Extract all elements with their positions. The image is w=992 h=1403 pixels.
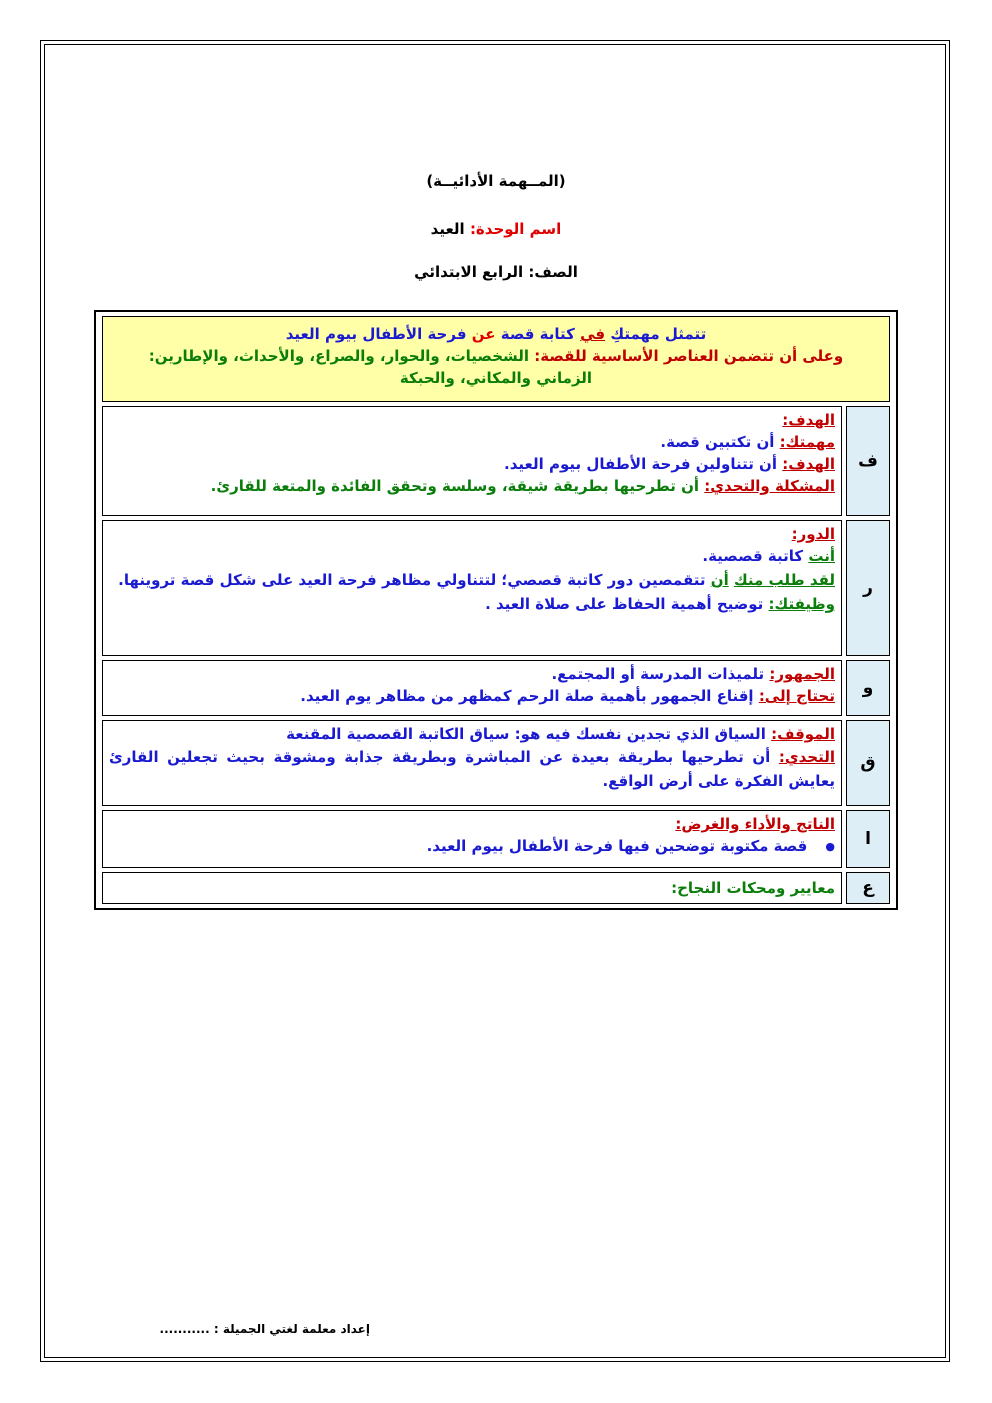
role-heading: الدور: xyxy=(791,525,835,543)
role-box xyxy=(102,520,842,656)
unit-line xyxy=(0,220,992,238)
role-you-line: أنت كاتبة قصصية. xyxy=(702,547,835,565)
intro-box xyxy=(102,316,890,402)
audience-box xyxy=(102,660,842,716)
goal-task-line: مهمتك: أن تكتبين قصة. xyxy=(660,433,835,451)
goal-goal-line: الهدف: أن تتناولين فرحة الأطفال بيوم العيد. xyxy=(504,455,835,473)
goal-challenge-line: المشكلة والتحدي: أن تطرحيها بطريقة شيقة، وسلسة وتحقق الفائدة والمتعة للقارئ. xyxy=(210,477,835,495)
row-letter-criteria: ع xyxy=(846,872,890,904)
situation-challenge-line: التحدي: أن تطرحيها بطريقة بعيدة عن المباشرة وبطريقة جذابة ومشوقة بحيث تجعلين القارئ يعايش الفكرة على أرض الواقع. xyxy=(109,748,835,790)
product-heading: الناتج والأداء والغرض: xyxy=(675,815,835,833)
role-asked-line: لقد طلب منك أن تتقمصين دور كاتبة قصصي؛ لتتناولي مظاهر فرحة العيد على شكل قصة تروينها. xyxy=(118,571,835,589)
row-letter-product: ا xyxy=(846,810,890,868)
footer-credit: إعداد معلمة لغتي الجميلة : ........... xyxy=(159,1322,370,1336)
criteria-box xyxy=(102,872,842,904)
goal-heading: الهدف: xyxy=(782,411,835,429)
row-letter-audience: و xyxy=(846,660,890,716)
unit-value: العيد xyxy=(430,220,465,238)
goal-box xyxy=(102,406,842,516)
grade-line xyxy=(0,263,992,281)
intro-line-3: الزماني والمكاني، والحبكة xyxy=(399,369,593,387)
product-item: ● قصة مكتوبة توضحين فيها فرحة الأطفال بيوم العيد. xyxy=(109,835,835,858)
product-box xyxy=(102,810,842,868)
grade-value: الرابع الابتدائي xyxy=(414,263,524,281)
row-letter-goal: ف xyxy=(846,406,890,516)
row-letter-situation: ق xyxy=(846,720,890,806)
criteria-heading: معايير ومحكات النجاح: xyxy=(671,879,835,897)
audience-line: الجمهور: تلميذات المدرسة أو المجتمع. xyxy=(551,665,835,683)
grade-label: الصف: xyxy=(528,263,578,281)
situation-line: الموقف: السياق الذي تجدين نفسك فيه هو: سياق الكاتبة القصصية المقنعة xyxy=(286,725,835,743)
situation-box xyxy=(102,720,842,806)
intro-line-2: وعلى أن تتضمن العناصر الأساسية للقصة: الشخصيات، والحوار، والصراع، والأحداث، والإطارين: xyxy=(148,347,844,365)
grasps-table xyxy=(94,310,898,910)
intro-line-1: تتمثل مهمتكِ في كتابة قصة عن فرحة الأطفال بيوم العيد xyxy=(285,325,707,343)
page-title: (المــهمة الأدائيــة) xyxy=(426,172,566,190)
row-letter-role: ر xyxy=(846,520,890,656)
role-job-line: وظيفتك: توضيح أهمية الحفاظ على صلاة العيد . xyxy=(485,595,835,613)
audience-need-line: تحتاج إلى: إقناع الجمهور بأهمية صلة الرحم كمظهر من مظاهر يوم العيد. xyxy=(300,687,835,705)
unit-label: اسم الوحدة: xyxy=(469,220,562,238)
